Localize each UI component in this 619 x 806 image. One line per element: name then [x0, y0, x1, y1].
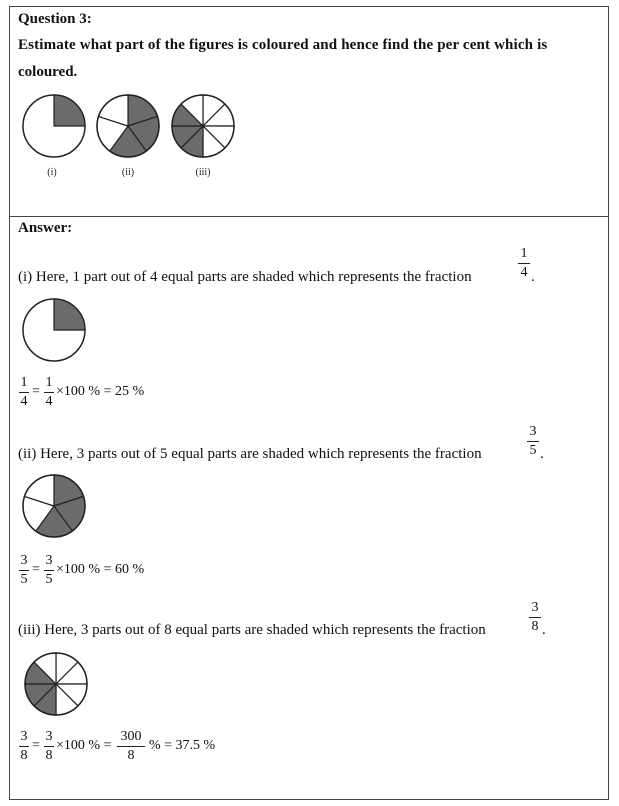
answer-part-ii-text: (ii) Here, 3 parts out of 5 equal parts are shaded which represents the fraction	[18, 446, 482, 462]
question-title: Question 3:	[18, 11, 92, 27]
answer-part-ii-fraction: 3 5	[527, 424, 539, 459]
answer-part-i-fraction: 1 4	[518, 246, 530, 281]
answer-figure-iii	[24, 652, 88, 716]
figure-i-quarter-circle	[22, 94, 86, 158]
answer-part-iii-fraction: 3 8	[529, 600, 541, 635]
figure-ii-fifths-circle	[96, 94, 160, 158]
figure-label-ii: (ii)	[121, 167, 135, 178]
question-text-line2: coloured.	[18, 64, 78, 80]
answer-part-iii-period: .	[542, 622, 546, 638]
answer-figure-i	[22, 298, 86, 362]
question-text-line1: Estimate what part of the figures is coloured and hence find the per cent which is	[18, 37, 548, 53]
figure-iii-eighths-circle	[171, 94, 235, 158]
section-divider	[9, 216, 609, 217]
answer-part-i-text: (i) Here, 1 part out of 4 equal parts are shaded which represents the fraction	[18, 269, 472, 285]
answer-title: Answer:	[18, 220, 73, 236]
figure-label-i: (i)	[47, 167, 57, 178]
answer-part-ii-period: .	[540, 446, 544, 462]
figure-label-iii: (iii)	[195, 167, 211, 178]
answer-part-i-period: .	[531, 269, 535, 285]
answer-figure-ii	[22, 474, 86, 538]
answer-part-iii-text: (iii) Here, 3 parts out of 8 equal parts are shaded which represents the fraction	[18, 622, 486, 638]
